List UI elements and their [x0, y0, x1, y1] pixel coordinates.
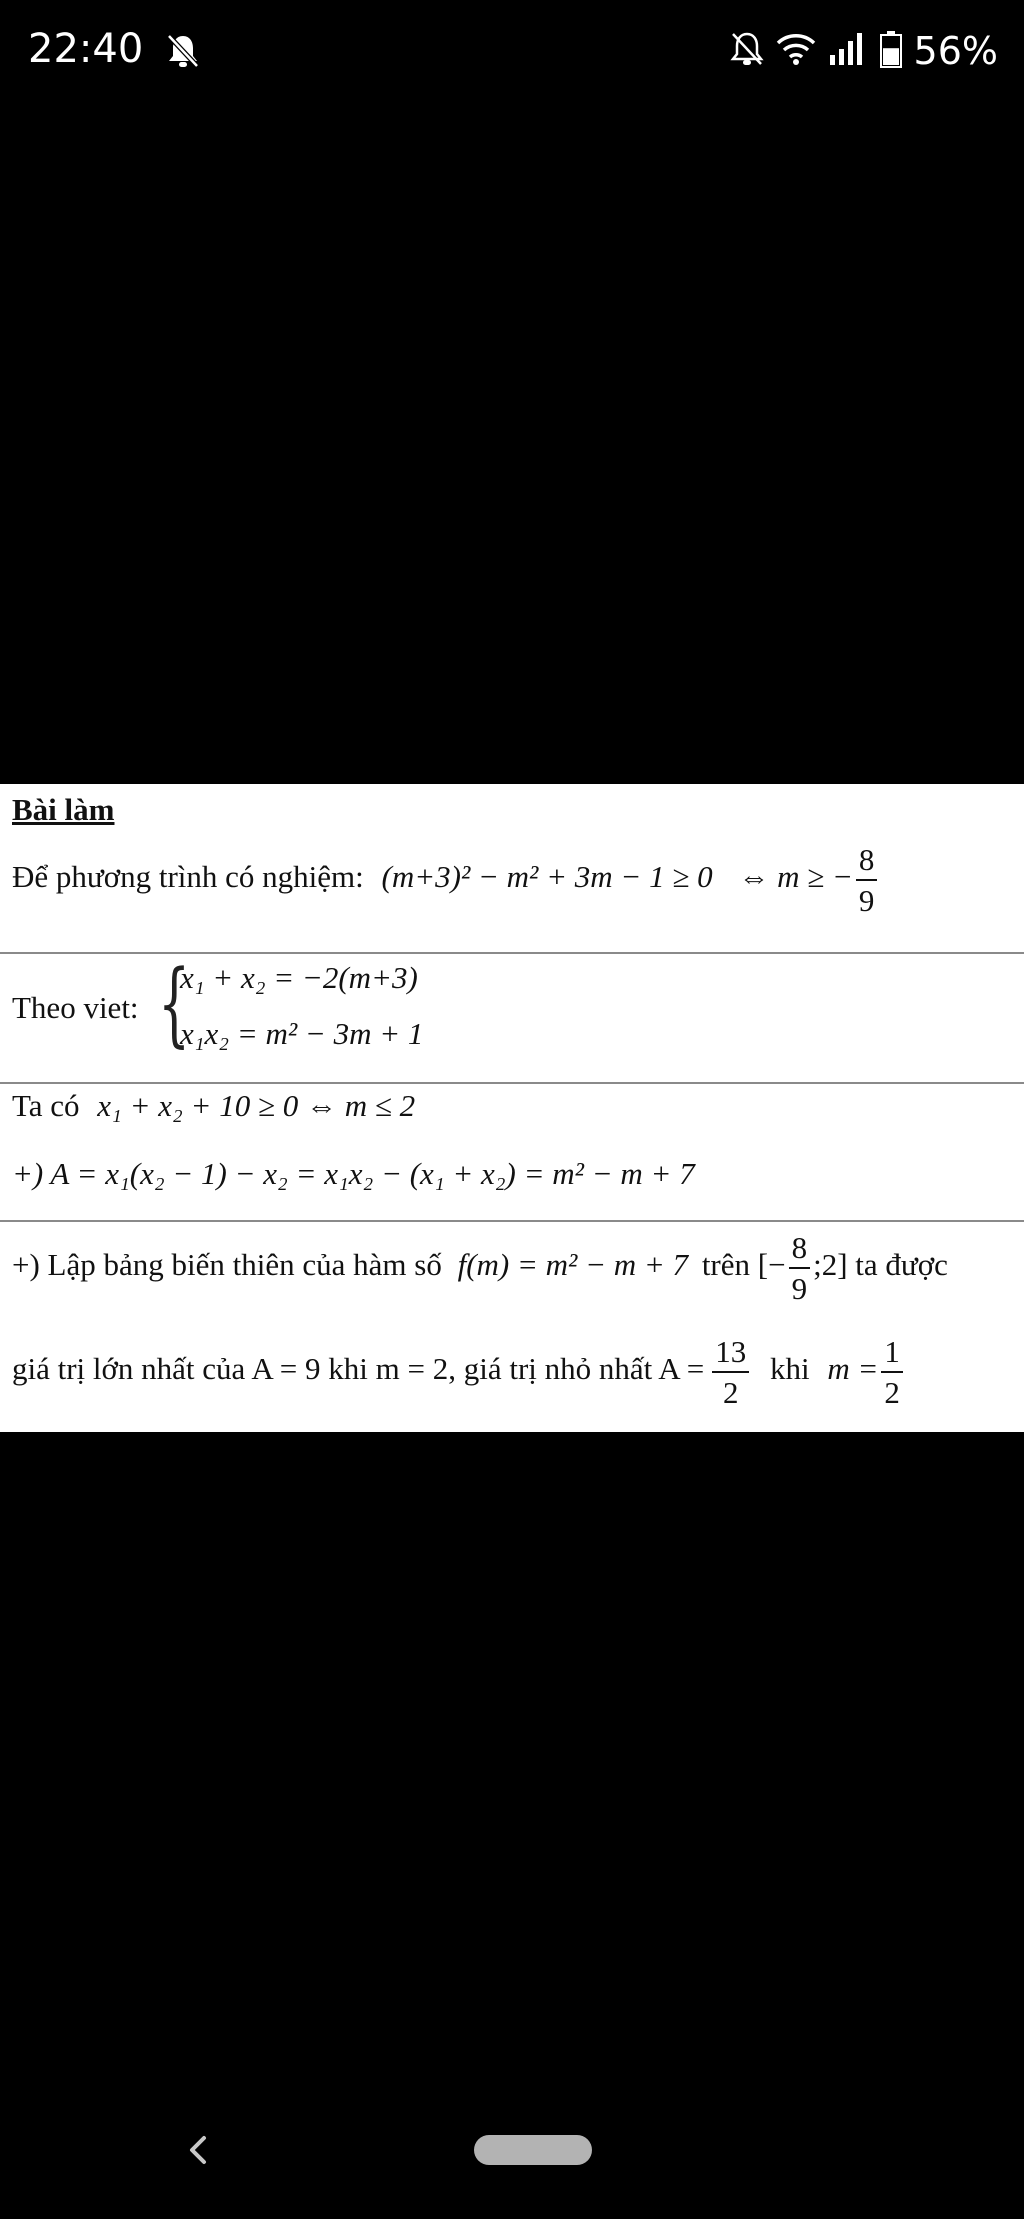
signal-icon — [828, 31, 868, 72]
home-pill-button[interactable] — [474, 2135, 592, 2165]
result-khi: khi — [769, 1351, 810, 1387]
result-text: giá trị lớn nhất của A = 9 khi m = 2, giá trị nhỏ nhất A = — [12, 1351, 705, 1387]
fraction-numerator: 13 — [712, 1336, 749, 1373]
status-bar — [0, 0, 1024, 110]
fraction-denominator: 2 — [722, 1375, 739, 1410]
system-brace: { — [158, 950, 191, 1057]
back-chevron-icon[interactable] — [186, 2130, 210, 2170]
fraction-minus-eight-ninths — [856, 844, 878, 916]
fraction-denominator: 2 — [884, 1375, 900, 1410]
fraction-numerator: 1 — [881, 1336, 903, 1373]
fraction-denominator: 9 — [858, 883, 875, 918]
wifi-icon — [776, 32, 816, 71]
variation-table-line — [12, 1232, 948, 1304]
condition-line — [12, 844, 880, 916]
taco-expression: x₁ + x₂ + 10 ≥ 0 ⇔ m ≤ 2 — [97, 1088, 416, 1123]
taco-text: Ta có — [12, 1088, 80, 1123]
divider — [0, 952, 1024, 954]
interval-start: trên [− — [701, 1247, 786, 1283]
fraction-eight-ninths — [789, 1232, 811, 1304]
viet-equation-product: x₁x₂ = m² − 3m + 1 — [180, 1016, 424, 1051]
viet-equation-sum: x₁ + x₂ = −2(m+3) — [180, 960, 418, 995]
taco-line — [12, 1088, 415, 1124]
bell-off-icon — [730, 30, 764, 73]
fraction-thirteen-halves — [712, 1336, 749, 1408]
fraction-denominator: 9 — [791, 1271, 808, 1306]
document-heading: Bài làm — [12, 792, 115, 827]
fraction-numerator: 8 — [789, 1232, 811, 1269]
bell-off-icon — [166, 32, 200, 70]
divider — [0, 1082, 1024, 1084]
result-line — [12, 1336, 906, 1408]
battery-percent: 56% — [913, 29, 998, 73]
a-expression-line: +) A = x₁(x₂ − 1) − x₂ = x₁x₂ − (x₁ + x₂) = m² − m + 7 — [12, 1156, 695, 1191]
condition-equivalence: ⇔ m ≥ − — [738, 859, 853, 895]
divider — [0, 1220, 1024, 1222]
clock: 22:40 — [28, 26, 144, 72]
variation-text: +) Lập bảng biến thiên của hàm số — [12, 1247, 442, 1283]
math-solution-document — [0, 784, 1024, 1432]
viet-label: Theo viet: — [12, 990, 139, 1025]
condition-expression: (m+3)² − m² + 3m − 1 ≥ 0 — [381, 859, 713, 895]
function-expression: f(m) = m² − m + 7 — [457, 1247, 689, 1283]
fraction-one-half — [881, 1336, 903, 1408]
interval-end: ;2] ta được — [813, 1247, 948, 1283]
result-m: m = — [827, 1351, 879, 1387]
fraction-numerator: 8 — [856, 844, 878, 881]
battery-icon — [880, 30, 902, 73]
status-icons — [730, 28, 998, 74]
condition-text: Để phương trình có nghiệm: — [12, 859, 364, 895]
